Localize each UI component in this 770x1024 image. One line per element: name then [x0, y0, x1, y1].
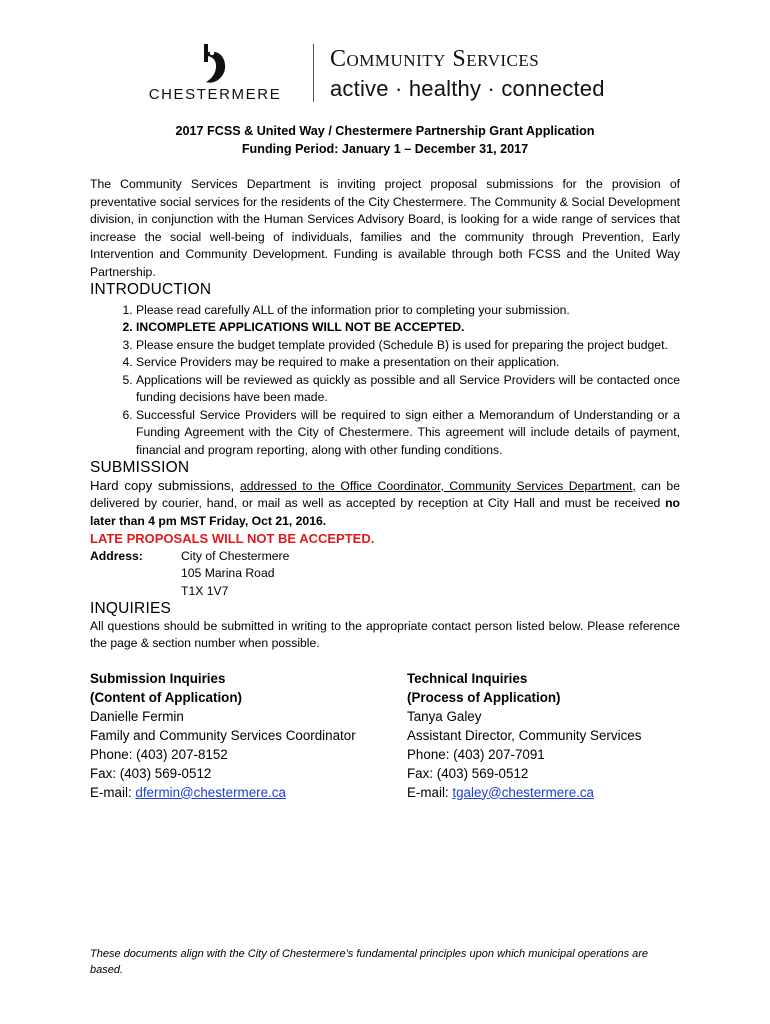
- submission-text-start: Hard copy submissions,: [90, 477, 240, 493]
- address-line: T1X 1V7: [181, 583, 229, 598]
- submission-deadline: no later than 4 pm MST Friday, Oct 21, 2016.: [90, 496, 680, 528]
- inquiries-paragraph: All questions should be submitted in writing to the appropriate contact person listed below. Please reference the page & section number when possible.: [90, 618, 680, 650]
- contact-subheading: (Process of Application): [407, 689, 561, 705]
- contact-fax: Fax: (403) 569-0512: [407, 765, 529, 781]
- document-body: [90, 122, 680, 802]
- intro-paragraph: The Community Services Department is inviting project proposal submissions for the provision of preventative social services for the residents of the City Chestermere. The Community & Social Development division, in conjunction with the Human Services Advisory Board, is looking for a wide range of services that increase the social well-being of individuals, families and the community through Prevention, Early Intervention and Community Development. Funding is available through both FCSS and the United Way Partnership.: [90, 177, 680, 279]
- contact-name: Danielle Fermin: [90, 708, 184, 724]
- submission-paragraph: [90, 477, 680, 531]
- list-item: 2. INCOMPLETE APPLICATIONS WILL NOT BE ACCEPTED.: [136, 319, 680, 337]
- address-line: 105 Marina Road: [181, 566, 275, 580]
- submission-contact: [90, 669, 407, 802]
- letterhead: [0, 38, 770, 108]
- contact-phone: Phone: (403) 207-7091: [407, 746, 545, 762]
- org-wordmark: CHESTERMERE: [148, 86, 282, 103]
- submission-heading: SUBMISSION: [90, 459, 190, 476]
- department-tagline: active · healthy · connected: [330, 76, 605, 101]
- contact-subheading: (Content of Application): [90, 689, 242, 705]
- footer-note: These documents align with the City of Chestermere’s fundamental principles upon which municipal operations are based.: [90, 948, 649, 976]
- contact-fax: Fax: (403) 569-0512: [90, 765, 212, 781]
- mailing-address: [90, 548, 680, 601]
- submission-recipient: addressed to the Office Coordinator, Community Services Department,: [239, 478, 636, 493]
- contact-email-row: [90, 783, 407, 802]
- introduction-list: [90, 302, 680, 460]
- list-item: 6. Successful Service Providers will be required to sign either a Memorandum of Understanding or a Funding Agreement with the City of Chestermere. This agreement will include details of payment, financial and program reporting, along with other funding conditions.: [136, 407, 680, 460]
- address-lines: [181, 548, 289, 601]
- address-label: Address:: [90, 548, 143, 563]
- contact-title: Assistant Director, Community Services: [407, 727, 642, 743]
- list-item: 4. Service Providers may be required to make a presentation on their application.: [136, 354, 680, 372]
- email-label: E-mail:: [90, 784, 136, 800]
- list-item: 3. Please ensure the budget template provided (Schedule B) is used for preparing the project budget.: [136, 337, 680, 355]
- header-divider: [313, 44, 314, 102]
- document-title: [90, 122, 680, 158]
- submission-text-middle: can be delivered by courier, hand, or mail as well as accepted by reception at City Hall and must be received: [90, 478, 680, 510]
- department-title: Community Services: [330, 46, 540, 72]
- chestermere-logo: [134, 42, 296, 104]
- address-line: City of Chestermere: [181, 548, 290, 563]
- email-link[interactable]: tgaley@chestermere.ca: [452, 784, 594, 800]
- contact-columns: [90, 669, 680, 802]
- list-item: 5. Applications will be reviewed as quickly as possible and all Service Providers will be contacted once funding decisions have been made.: [136, 372, 680, 407]
- late-proposals-notice: LATE PROPOSALS WILL NOT BE ACCEPTED.: [90, 531, 375, 546]
- inquiries-heading: INQUIRIES: [90, 600, 172, 617]
- title-line-1: 2017 FCSS & United Way / Chestermere Partnership Grant Application: [175, 124, 595, 138]
- title-line-2: Funding Period: January 1 – December 31, 2017: [241, 142, 529, 156]
- chestermere-leaf-icon: [198, 42, 232, 84]
- email-link[interactable]: dfermin@chestermere.ca: [135, 784, 286, 800]
- list-item: 1. Please read carefully ALL of the information prior to completing your submission.: [136, 302, 680, 320]
- technical-contact: [407, 669, 680, 802]
- contact-name: Tanya Galey: [407, 708, 482, 724]
- contact-title: Family and Community Services Coordinator: [90, 727, 356, 743]
- contact-heading: Technical Inquiries: [407, 670, 528, 686]
- contact-phone: Phone: (403) 207-8152: [90, 746, 228, 762]
- contact-heading: Submission Inquiries: [90, 670, 226, 686]
- email-label: E-mail:: [407, 784, 453, 800]
- contact-email-row: [407, 783, 680, 802]
- introduction-heading: INTRODUCTION: [90, 281, 212, 298]
